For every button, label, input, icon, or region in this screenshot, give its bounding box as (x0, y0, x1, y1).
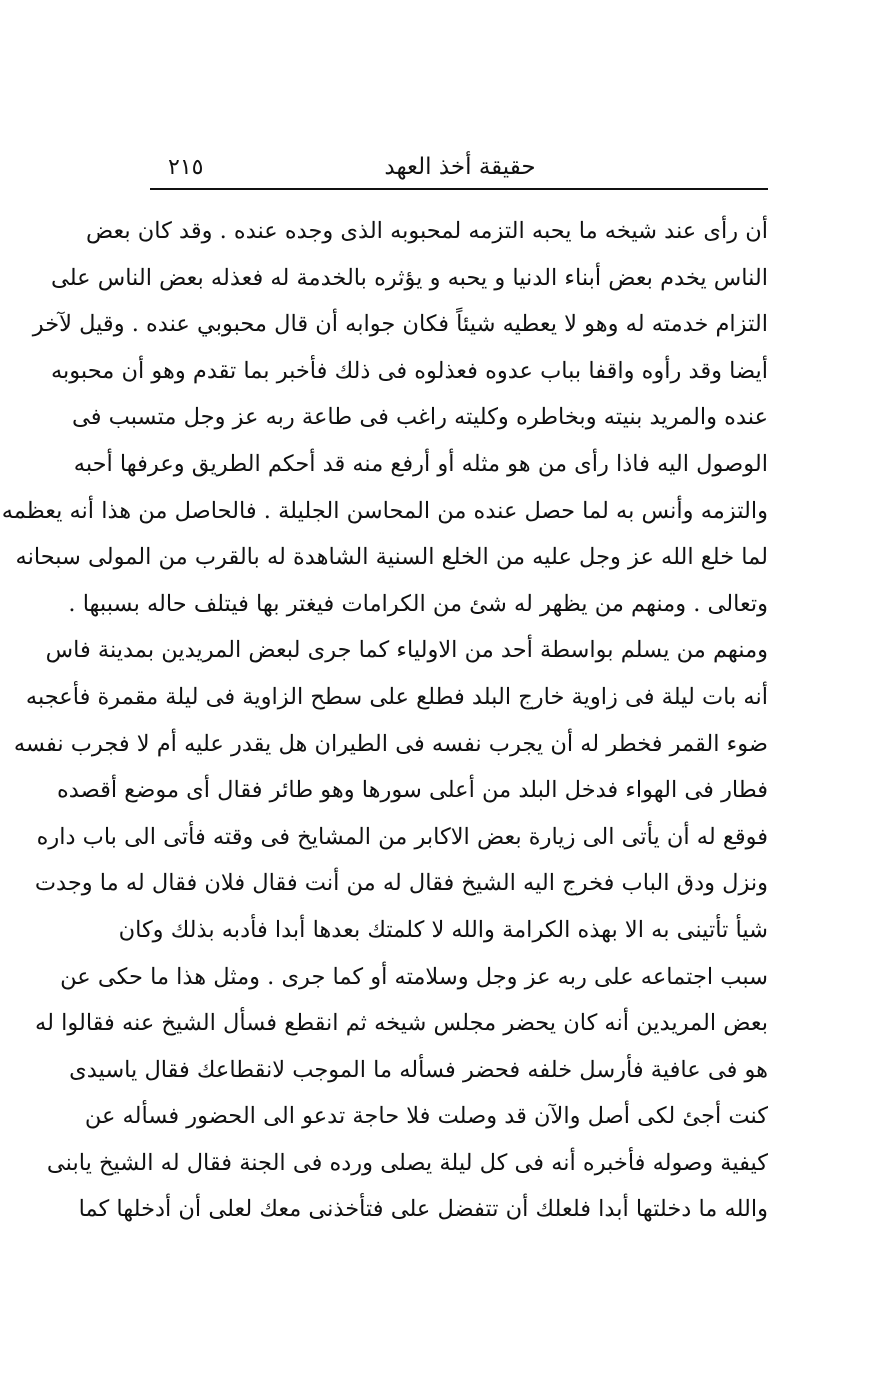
text-line: أيضا وقد رأوه واقفا بباب عدوه فعذلوه فى ذلك فأخبر بما تقدم وهو أن محبوبه (50, 357, 768, 384)
text-line: فطار فى الهواء فدخل البلد من أعلى سورها وهو طائر فقال أى موضع أقصده (56, 777, 768, 804)
text-line: هو فى عافية فأرسل خلفه فحضر فسأله ما الموجب لانقطاعك فقال ياسيدى (69, 1056, 768, 1083)
text-line: عنده والمريد بنيته وبخاطره وكليته راغب فى طاعة ربه عز وجل متسبب فى (72, 404, 768, 431)
text-line: وتعالى . ومنهم من يظهر له شئ من الكرامات فيغتر بها فيتلف حاله بسببها . (68, 590, 768, 617)
text-line: كنت أجئ لكى أصل والآن قد وصلت فلا حاجة تدعو الى الحضور فسأله عن (84, 1103, 768, 1130)
text-line: لما خلع الله عز وجل عليه من الخلع السنية الشاهدة له بالقرب من المولى سبحانه (15, 544, 768, 571)
text-line: ضوء القمر فخطر له أن يجرب نفسه فى الطيران هل يقدر عليه أم لا فجرب نفسه (13, 730, 768, 757)
text-line: فوقع له أن يأتى الى زيارة بعض الاكابر من المشايخ فى وقته فأتى الى باب داره (36, 823, 768, 850)
text-line: شيأ تأتينى به الا بهذه الكرامة والله لا كلمتك بعدها أبدا فأدبه بذلك وكان (118, 916, 768, 943)
body-text (1, 208, 768, 1233)
text-line: والله ما دخلتها أبدا فلعلك أن تتفضل على فتأخذنى معك لعلى أن أدخلها كما (78, 1196, 768, 1223)
text-line: والتزمه وأنس به لما حصل عنده من المحاسن الجليلة . فالحاصل من هذا أنه يعظمه (1, 497, 768, 524)
text-line: الوصول اليه فاذا رأى من هو مثله أو أرفع منه قد أحكم الطريق وعرفها أحبه (73, 450, 768, 477)
text-line: الناس يخدم بعض أبناء الدنيا و يحبه و يؤثره بالخدمة له فعذله بعض الناس على (50, 264, 768, 291)
text-line: أن رأى عند شيخه ما يحبه التزمه لمحبوبه الذى وجده عنده . وقد كان بعض (85, 218, 768, 244)
header-title: حقيقة أخذ العهد (384, 154, 536, 180)
text-line: كيفية وصوله فأخبره أنه فى كل ليلة يصلى ورده فى الجنة فقال له الشيخ يابنى (46, 1149, 768, 1176)
running-header (150, 148, 768, 188)
page-number: ٢١٥ (168, 155, 204, 180)
text-line: ونزل ودق الباب فخرج اليه الشيخ فقال له من أنت فقال فلان فقال له ما وجدت (34, 870, 768, 897)
text-line: أنه بات ليلة فى زاوية خارج البلد فطلع على سطح الزاوية فى ليلة مقمرة فأعجبه (25, 683, 768, 710)
text-line: التزام خدمته له وهو لا يعطيه شيئاً فكان جوابه أن قال محبوبي عنده . وقيل لآخر (32, 311, 768, 338)
text-line: سبب اجتماعه على ربه عز وجل وسلامته أو كما جرى . ومثل هذا ما حكى عن (60, 963, 768, 990)
text-line: ومنهم من يسلم بواسطة أحد من الاولياء كما جرى لبعض المريدين بمدينة فاس (45, 637, 768, 664)
header-rule (150, 188, 768, 190)
text-line: بعض المريدين أنه كان يحضر مجلس شيخه ثم انقطع فسأل الشيخ عنه فقالوا له (35, 1010, 768, 1037)
